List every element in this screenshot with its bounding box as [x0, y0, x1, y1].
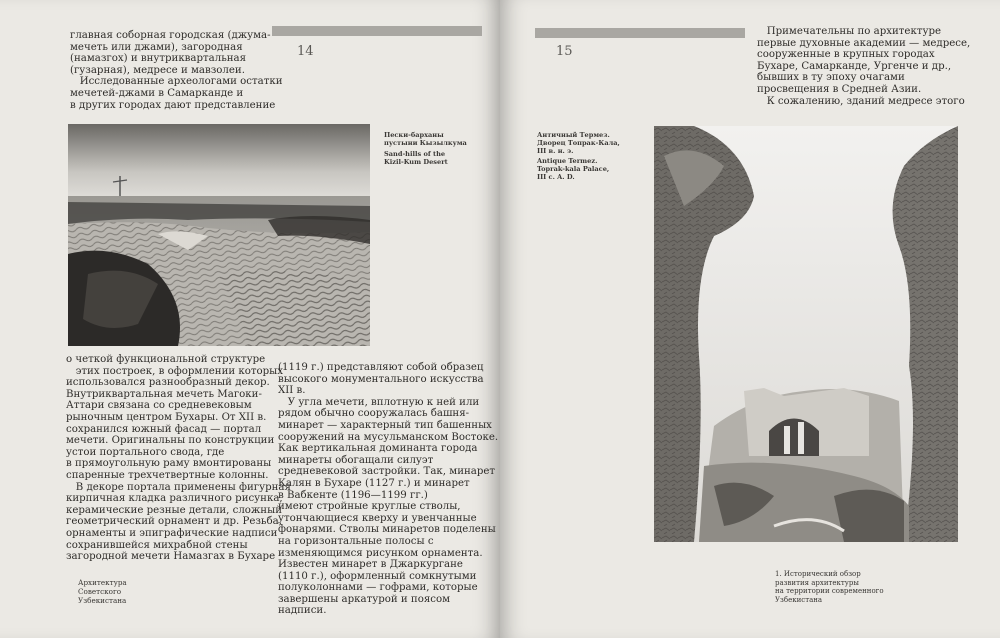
page-number: 15	[556, 44, 573, 59]
left-column-1-text: о четкой функциональной структуре этих построек, в оформлении которых использовался разнообразный декор. Внутриквартальная мечеть Магоки- Аттари связана со средневековым рыночным центром Бухары. От XII в. сохранился южный фасад — портал мечети. Оригинальны по конструкции устои портального свода, где в прямоугольную раму вмонтированы спаренные трехчетвертные колонны. В декоре портала применены фигурная кирпичная кладка различного рисунка, керамические резные детали, сложный геометрический орнамент и др. Резьба, орнаменты и эпиграфические надписи сохранившейся михрабной стены загородной мечети Намазгах в Бухаре	[66, 354, 291, 563]
page-number: 14	[297, 44, 314, 59]
right-photo-caption-ru: Античный Термез. Дворец Топрак-Кала, III в. н. э.	[537, 131, 620, 155]
right-top-paragraph: Примечательны по архитектуре первые духовные академии — медресе, сооруженные в крупных городах Бухаре, Самарканде, Ургенче и др., бывших в ту эпоху очагами просвещения в Средней Азии. К сожалению, зданий медресе этого	[757, 26, 971, 107]
right-photo-caption-en: Antique Termez. Toprak-kala Palace, III c. A. D.	[537, 157, 610, 181]
right-footer: 1. Исторический обзор развития архитектуры на территории современного Узбекистана	[775, 570, 884, 604]
left-footer: Архитектура Советского Узбекистана	[78, 578, 127, 605]
header-bar	[535, 28, 745, 38]
ruined-palace-arches-photo	[654, 126, 958, 542]
left-top-paragraph: главная соборная городская (джума- мечеть или джами), загородная (намазгох) и внутриквартальная (гузарная), медресе и мавзолеи. Исследованные археологами остатки мечетей-джами в Самарканде и в других городах дают представление	[70, 30, 283, 111]
desert-sand-dunes-photo	[68, 124, 370, 346]
left-photo-caption-ru: Пески-барханы пустыни Кызылкума	[384, 131, 467, 147]
right-page	[500, 0, 1000, 638]
left-column-2-text: (1119 г.) представляют собой образец высокого монументального искусства XII в. У угла мечети, вплотную к ней или рядом обычно сооружалась башня- минарет — характерный тип башенных сооружений на мусульманском Востоке. Как вертикальная доминанта города минареты обогащали силуэт средневековой застройки. Так, минарет Калян в Бухаре (1127 г.) и минарет в Вабкенте (1196—1199 гг.) имеют стройные круглые стволы, утончающиеся кверху и увенчанные фонарями. Стволы минаретов поделены на горизонтальные полосы с изменяющимся рисунком орнамента. Известен минарет в Джаркургане (1110 г.), оформленный сомкнутыми полуколоннами — гофрами, которые завершены аркатурой и поясом надписи.	[278, 362, 499, 617]
left-photo-caption-en: Sand-hills of the Kizil-Kum Desert	[384, 150, 448, 166]
header-bar	[272, 26, 482, 36]
